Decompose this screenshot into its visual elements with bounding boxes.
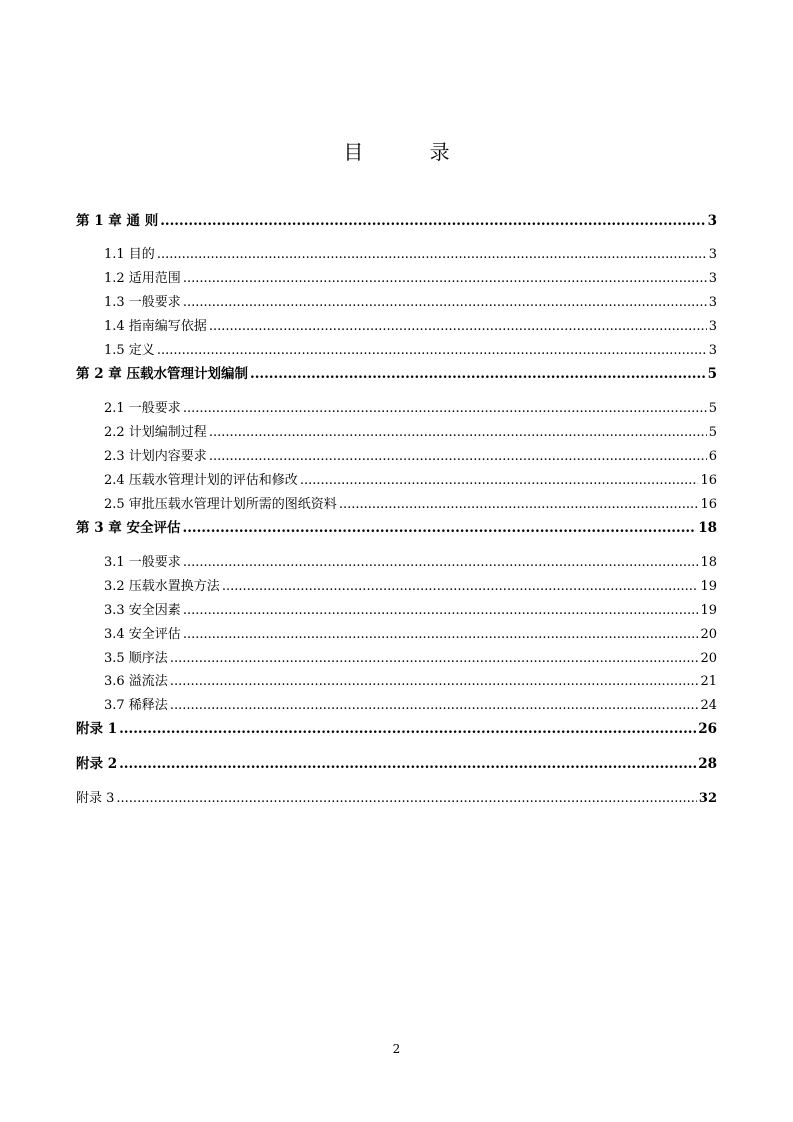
toc-entry-label: 1.3 一般要求 (104, 295, 181, 310)
dot-leader (160, 213, 705, 229)
dot-leader (183, 603, 699, 618)
dot-leader (116, 791, 697, 806)
dot-leader (157, 247, 707, 262)
dot-leader (157, 343, 707, 358)
toc-entry-page: 3 (708, 343, 717, 358)
toc-entry-label: 附录 2 (76, 756, 118, 772)
toc-entry-chapter-1[interactable] (76, 209, 717, 229)
toc-entry-page: 28 (698, 756, 717, 772)
toc-entry-2-3[interactable] (104, 445, 717, 464)
toc-entry-label: 3.2 压载水置换方法 (104, 579, 220, 594)
dot-leader (339, 497, 699, 512)
toc-entry-page: 19 (700, 603, 717, 618)
toc-entry-label: 2.3 计划内容要求 (104, 449, 207, 464)
toc-title: 目 录 (343, 140, 480, 164)
toc-entry-label: 第 3 章 安全评估 (76, 520, 181, 536)
dot-leader (250, 366, 706, 382)
dot-leader (183, 401, 707, 416)
toc-entry-appendix-1[interactable] (76, 717, 717, 737)
toc-entry-page: 5 (707, 366, 717, 382)
dot-leader (209, 319, 707, 334)
toc-entry-label: 附录 3 (76, 791, 115, 806)
dot-leader (183, 520, 697, 536)
toc-entry-label: 附录 1 (76, 721, 118, 737)
toc-entry-label: 2.5 审批压载水管理计划所需的图纸资料 (104, 497, 337, 512)
toc-entry-2-1[interactable] (104, 397, 717, 416)
dot-leader (300, 473, 699, 488)
dot-leader (222, 579, 699, 594)
toc-entry-label: 1.2 适用范围 (104, 271, 181, 286)
toc-entry-page: 5 (708, 401, 717, 416)
toc-entry-page: 6 (708, 449, 717, 464)
dot-leader (209, 425, 707, 440)
toc-entry-chapter-2[interactable] (76, 362, 717, 382)
toc-entry-label: 3.4 安全评估 (104, 627, 181, 642)
toc-entry-page: 16 (700, 497, 717, 512)
toc-entry-label: 3.6 溢流法 (104, 674, 168, 689)
toc-entry-page: 20 (700, 651, 717, 666)
toc-entry-2-2[interactable] (104, 421, 717, 440)
toc-entry-1-2[interactable] (104, 267, 717, 286)
dot-leader (183, 295, 707, 310)
toc-entry-label: 1.5 定义 (104, 343, 155, 358)
toc-entry-3-3[interactable] (104, 599, 717, 618)
toc-entry-1-1[interactable] (104, 243, 717, 262)
toc-entry-2-5[interactable] (104, 493, 717, 512)
toc-entry-label: 3.7 稀释法 (104, 698, 168, 713)
toc-entry-3-2[interactable] (104, 575, 717, 594)
toc-entry-appendix-2[interactable] (76, 752, 717, 772)
toc-entry-3-1[interactable] (104, 551, 717, 570)
toc-entry-page: 24 (700, 698, 717, 713)
toc-entry-label: 1.4 指南编写依据 (104, 319, 207, 334)
dot-leader (170, 674, 699, 689)
toc-entry-3-5[interactable] (104, 647, 717, 666)
toc-entry-page: 3 (708, 319, 717, 334)
dot-leader (170, 698, 699, 713)
toc-entry-page: 26 (698, 721, 717, 737)
toc-entry-label: 1.1 目的 (104, 247, 155, 262)
toc-entry-label: 第 2 章 压载水管理计划编制 (76, 366, 248, 382)
dot-leader (183, 627, 699, 642)
toc-entry-chapter-3[interactable] (76, 516, 717, 536)
toc-entry-page: 3 (708, 295, 717, 310)
dot-leader (209, 449, 707, 464)
toc-entry-page: 5 (708, 425, 717, 440)
toc-entry-page: 18 (698, 520, 717, 536)
toc-entry-page: 16 (700, 473, 717, 488)
dot-leader (170, 651, 699, 666)
toc-entry-label: 3.5 顺序法 (104, 651, 168, 666)
toc-entry-1-3[interactable] (104, 291, 717, 310)
toc-entry-2-4[interactable] (104, 469, 717, 488)
toc-entry-page: 18 (700, 555, 717, 570)
toc-entry-3-4[interactable] (104, 623, 717, 642)
toc-entry-page: 21 (700, 674, 717, 689)
toc-entry-label: 2.1 一般要求 (104, 401, 181, 416)
toc-entry-1-4[interactable] (104, 315, 717, 334)
toc-entry-label: 2.4 压载水管理计划的评估和修改 (104, 473, 298, 488)
toc-entry-label: 3.1 一般要求 (104, 555, 181, 570)
dot-leader (119, 756, 696, 772)
toc-entry-page: 3 (708, 271, 717, 286)
dot-leader (183, 271, 707, 286)
toc-entry-page: 32 (698, 791, 717, 806)
toc-entry-appendix-3[interactable] (76, 787, 717, 806)
toc-entry-label: 2.2 计划编制过程 (104, 425, 207, 440)
toc-entry-page: 20 (700, 627, 717, 642)
toc-entry-page: 3 (708, 247, 717, 262)
toc-entry-3-6[interactable] (104, 670, 717, 689)
dot-leader (119, 721, 696, 737)
toc-entry-page: 3 (707, 213, 717, 229)
toc-entry-page: 19 (700, 579, 717, 594)
toc-entry-label: 3.3 安全因素 (104, 603, 181, 618)
page-number: 2 (392, 1042, 401, 1056)
toc-entry-label: 第 1 章 通 则 (76, 213, 159, 229)
toc-entry-3-7[interactable] (104, 694, 717, 713)
toc-entry-1-5[interactable] (104, 339, 717, 358)
dot-leader (183, 555, 699, 570)
